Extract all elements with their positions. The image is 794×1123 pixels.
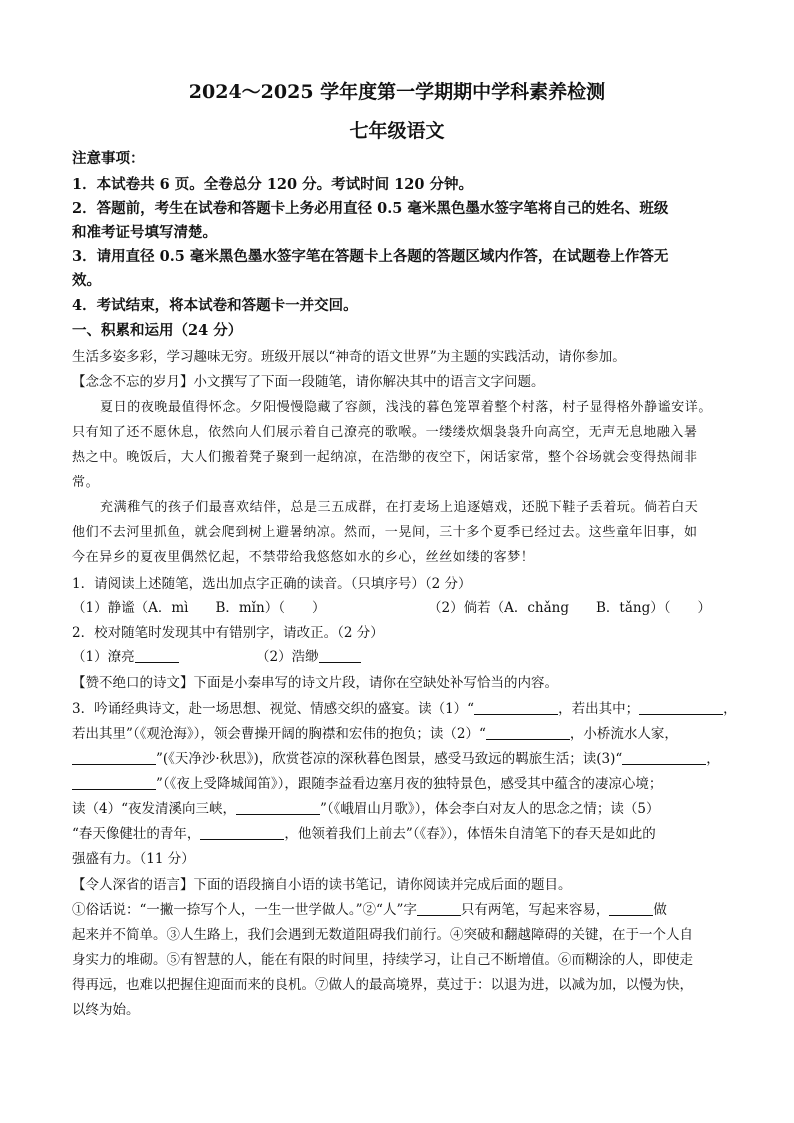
- notice-item-2-cont: 和准考证号填写清楚。: [72, 224, 217, 241]
- answer-blank[interactable]: [474, 700, 558, 715]
- essay-line-2: 只有知了还不愿休息，依然向人们展示着自己潦亮的歌喉。一缕缕炊烟袅袅升向高空，无声无息地融入暑: [72, 425, 698, 440]
- paragraph-line-4: 得再远，也难以把握住迎面而来的良机。⑦做人的最高境界，莫过于：以退为进，以减为加，以慢为快，: [72, 977, 693, 993]
- section-intro: 生活多姿多彩，学习趣味无穷。班级开展以“神奇的语文世界”为主题的实践活动，请你参加。: [72, 349, 626, 365]
- notice-item-4: 4．考试结束，将本试卷和答题卡一并交回。: [72, 297, 358, 314]
- part2-intro: 【赞不绝口的诗文】下面是小秦串写的诗文片段，请你在空缺处补写恰当的内容。: [72, 675, 558, 691]
- question-2-stem: 2．校对随笔时发现其中有错别字，请改正。（2 分）: [72, 625, 384, 641]
- part3-intro: 【令人深省的语言】下面的语段摘自小语的读书笔记，请你阅读并完成后面的题目。: [72, 877, 572, 893]
- question-3-line-6: “春天像健壮的青年， ，他领着我们上前去”（《春》），体悟朱自清笔下的春天是如此的: [72, 826, 656, 842]
- question-3-line-2: 若出其里”（《观沧海》），领会曹操开阔的胸襟和宏伟的抱负；读（2）“ ，小桥流水人家，: [72, 726, 678, 742]
- answer-blank[interactable]: [319, 648, 361, 663]
- paragraph-line-3: 身实力的堆砌。⑤有智慧的人，能在有限的时间里，持续学习，让自己不断增值。⑥而糊涂的人，即使走: [72, 952, 693, 968]
- question-3-line-7: 强盛有力。（11 分）: [72, 851, 195, 867]
- essay-line-7: 今在异乡的夏夜里偶然忆起，不禁带给我悠悠如水的乡心，丝丝如缕的客梦！: [72, 550, 535, 565]
- question-1-stem: 1．请阅读上述随笔，选出加点字正确的读音。（只填序号）（2 分）: [72, 576, 472, 592]
- notice-heading: 注意事项：: [72, 150, 145, 167]
- notice-item-3-cont: 效。: [72, 272, 101, 289]
- question-3-line-3: ”(《天净沙·秋思》)，欣赏苍凉的深秋暮色图景，感受马致远的羁旅生活；读(3)“ ，: [72, 750, 722, 768]
- answer-blank[interactable]: [236, 800, 320, 815]
- exam-title: 2024～2025 学年度第一学期期中学科素养检测: [188, 81, 606, 103]
- answer-blank[interactable]: [639, 700, 723, 715]
- answer-blank[interactable]: [200, 825, 284, 840]
- essay-line-5: 充满稚气的孩子们最喜欢结伴，总是三五成群，在打麦场上追逐嬉戏，还脱下鞋子丢着玩。倘若白天: [100, 500, 699, 515]
- section-heading: 一、积累和运用（24 分）: [72, 322, 243, 339]
- answer-blank[interactable]: [72, 775, 156, 790]
- answer-blank[interactable]: [622, 750, 706, 765]
- question-3-line-4: ”（《夜上受降城闻笛》），跟随李益看边塞月夜的独特景色，感受其中蕴含的凄凉心境；: [72, 775, 722, 793]
- essay-line-4: 常。: [72, 475, 100, 490]
- answer-blank[interactable]: [135, 648, 179, 663]
- exam-subtitle: 七年级语文: [349, 120, 445, 142]
- paragraph-line-1: ①俗话说：“一撇一捺写个人，一生一世学做人。”②“人”字 只有两笔，写起来容易， 做: [72, 902, 667, 918]
- essay-line-6: 他们不去河里抓鱼，就会爬到树上避暑纳凉。然而，一晃间，三十多个夏季已经过去。这些童年旧事，如: [72, 525, 698, 540]
- question-2-item-b: [256, 648, 556, 666]
- paragraph-line-5: 以终为始。: [72, 1002, 140, 1018]
- notice-item-3: 3．请用直径 0.5 毫米黑色墨水签字笔在答题卡上各题的答题区域内作答，在试题卷上作答无: [72, 248, 669, 265]
- answer-blank[interactable]: [417, 901, 461, 916]
- question-3-line-1: 3．吟诵经典诗文，赴一场思想、视觉、情感交织的盛宴。读（1）“ ，若出其中； ，: [72, 701, 737, 717]
- paragraph-line-2: 起来并不简单。③人生路上，我们会遇到无数道阻碍我们前行。④突破和翻越障碍的关键，在于一个人自: [72, 927, 693, 943]
- essay-line-1: 夏日的夜晚最值得怀念。夕阳慢慢隐藏了容颜，浅浅的暮色笼罩着整个村落，村子显得格外静谧安详。: [100, 400, 713, 415]
- answer-blank[interactable]: [609, 901, 653, 916]
- notice-item-1: 1．本试卷共 6 页。全卷总分 120 分。考试时间 120 分钟。: [72, 176, 473, 193]
- question-2-item-b-label: （2）浩缈: [256, 649, 319, 665]
- question-2-item-a-label: （1）潦亮: [72, 649, 135, 665]
- question-1-option-a: （1）静谧（A．mì B．mǐn）（ ）: [72, 600, 326, 616]
- answer-blank[interactable]: [486, 725, 570, 740]
- question-3-line-5: 读（4）“夜发清溪向三峡， ”（《峨眉山月歌》），体会李白对友人的思念之情；读（5）: [72, 801, 660, 817]
- notice-item-2: 2．答题前，考生在试卷和答题卡上务必用直径 0.5 毫米黑色墨水签字笔将自己的姓名、班级: [72, 200, 669, 217]
- question-1-option-b: （2）倘若（A．chǎng B．tǎng）（ ）: [428, 600, 711, 616]
- answer-blank[interactable]: [72, 750, 156, 765]
- essay-line-3: 热之中。晚饭后，大人们搬着凳子聚到一起纳凉，在浩缈的夜空下，闲话家常，整个谷场就会变得热闹非: [72, 450, 698, 465]
- part1-intro: 【念念不忘的岁月】小文撰写了下面一段随笔，请你解决其中的语言文字问题。: [72, 374, 545, 390]
